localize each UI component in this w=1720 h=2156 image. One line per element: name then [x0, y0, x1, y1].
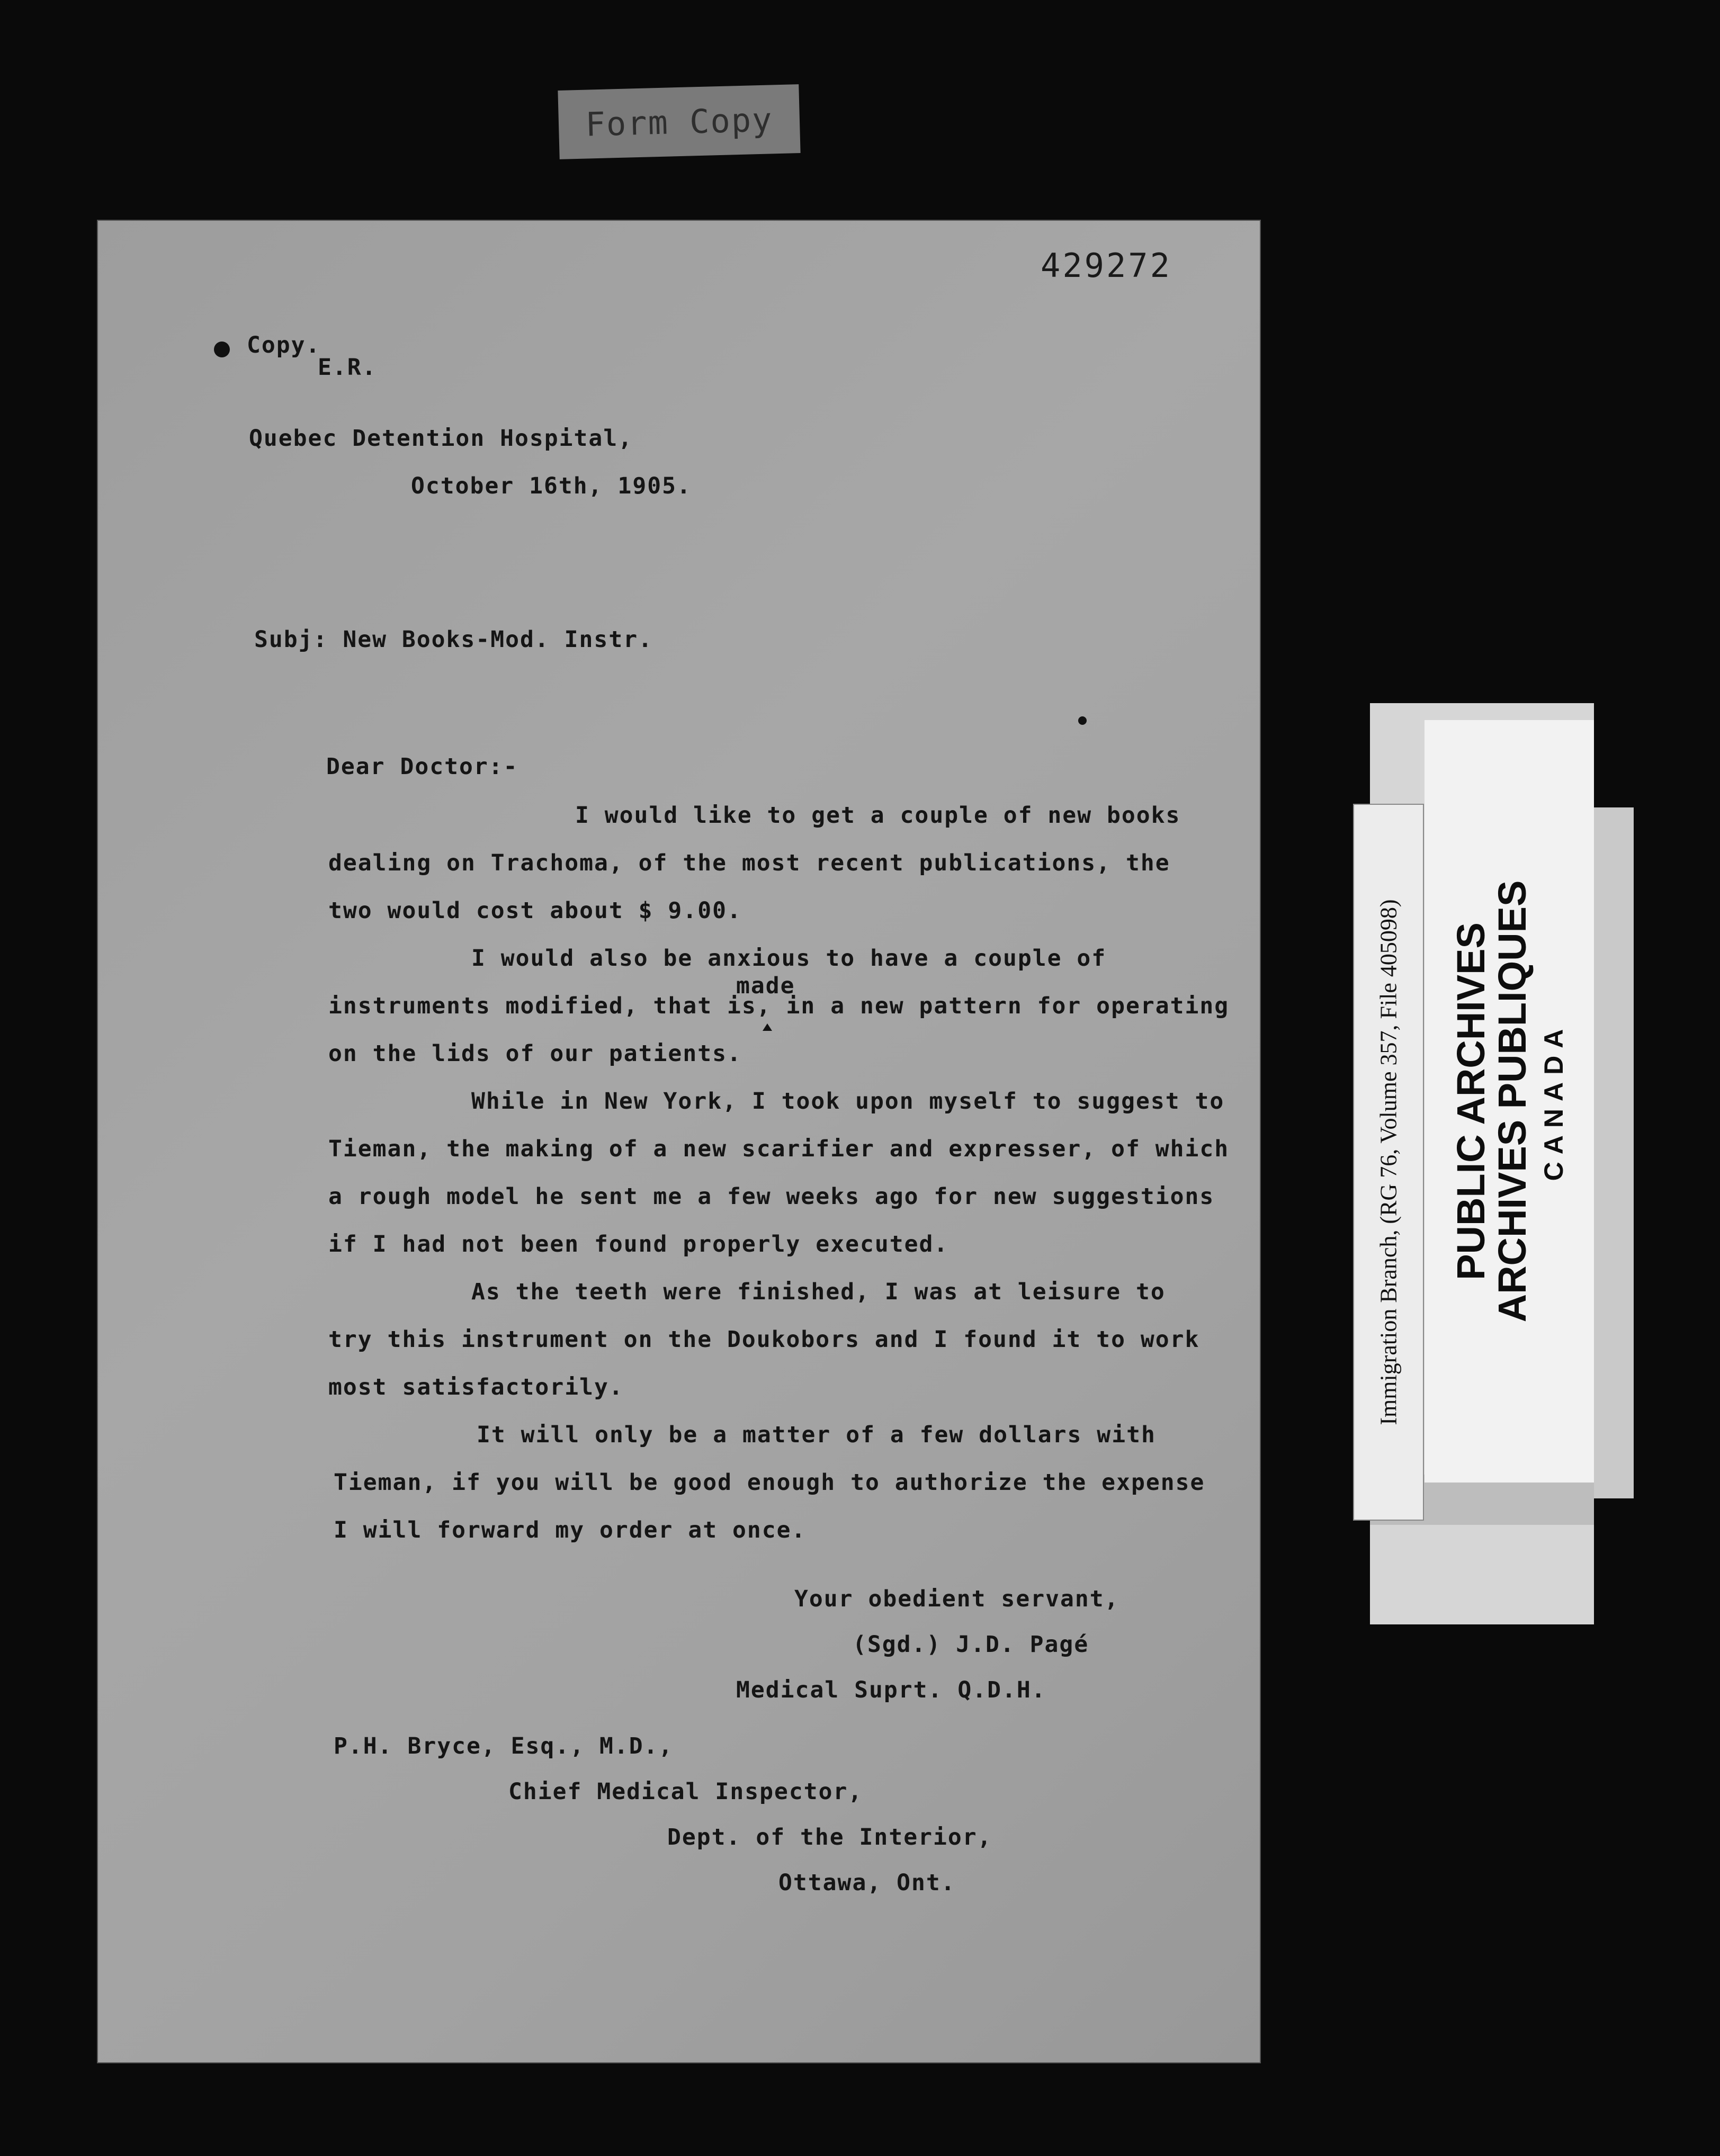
ink-dot: [1078, 716, 1087, 725]
body-line: most satisfactorily.: [328, 1374, 624, 1400]
initials: E.R.: [318, 354, 377, 381]
body-line: try this instrument on the Doukobors and I found it to work: [328, 1326, 1200, 1353]
form-copy-label: Form Copy: [585, 100, 774, 144]
body-line: Tieman, if you will be good enough to authorize the expense: [334, 1469, 1205, 1496]
body-line: I would like to get a couple of new books: [575, 802, 1181, 829]
recipient-department: Dept. of the Interior,: [667, 1824, 992, 1850]
insertion-caret: [763, 1023, 772, 1031]
stamp-line-3: CANADA: [1539, 1021, 1569, 1181]
stamp-line-2: ARCHIVES PUBLIQUES: [1490, 880, 1534, 1323]
archive-stamp: [1450, 881, 1568, 1323]
recipient-city: Ottawa, Ont.: [778, 1870, 956, 1896]
folder-edge: [1589, 807, 1634, 1498]
salutation: Dear Doctor:-: [326, 753, 518, 780]
stamp-line-1: PUBLIC ARCHIVES: [1449, 922, 1493, 1280]
recipient-name: P.H. Bryce, Esq., M.D.,: [334, 1733, 674, 1759]
signer-title: Medical Suprt. Q.D.H.: [736, 1677, 1046, 1703]
archive-slip-text: Immigration Branch, (RG 76, Volume 357, File 405098): [1375, 899, 1402, 1425]
body-line: a rough model he sent me a few weeks ago for new suggestions: [328, 1183, 1215, 1210]
body-line: It will only be a matter of a few dollars with: [477, 1422, 1156, 1448]
body-line: I will forward my order at once.: [334, 1517, 807, 1543]
recipient-title: Chief Medical Inspector,: [508, 1778, 863, 1805]
copy-marker: Copy.: [247, 332, 321, 358]
closing: Your obedient servant,: [794, 1586, 1119, 1612]
archive-stamp-card: [1425, 720, 1594, 1483]
body-line: instruments modified, that is, in a new pattern for operating: [328, 993, 1230, 1019]
document-number: 429272: [1041, 246, 1172, 285]
body-line: As the teeth were finished, I was at leisure to: [471, 1279, 1166, 1305]
insertion-text: made: [736, 973, 795, 999]
body-line: I would also be anxious to have a couple of: [471, 945, 1107, 972]
letter-date: October 16th, 1905.: [411, 473, 692, 499]
signature: (Sgd.) J.D. Pagé: [853, 1631, 1089, 1658]
institution: Quebec Detention Hospital,: [249, 425, 633, 452]
ink-blot: [214, 342, 230, 357]
subject-line: Subj: New Books-Mod. Instr.: [254, 626, 653, 653]
letter-page: [97, 220, 1261, 2063]
body-line: Tieman, the making of a new scarifier and expresser, of which: [328, 1136, 1230, 1162]
body-line: dealing on Trachoma, of the most recent publications, the: [328, 850, 1170, 876]
body-line: While in New York, I took upon myself to suggest to: [471, 1088, 1225, 1115]
body-line: if I had not been found properly executed.: [328, 1231, 949, 1257]
archive-slip: [1353, 804, 1424, 1521]
body-line: on the lids of our patients.: [328, 1040, 742, 1067]
form-copy-tab: [558, 84, 800, 159]
body-line: two would cost about $ 9.00.: [328, 897, 742, 924]
